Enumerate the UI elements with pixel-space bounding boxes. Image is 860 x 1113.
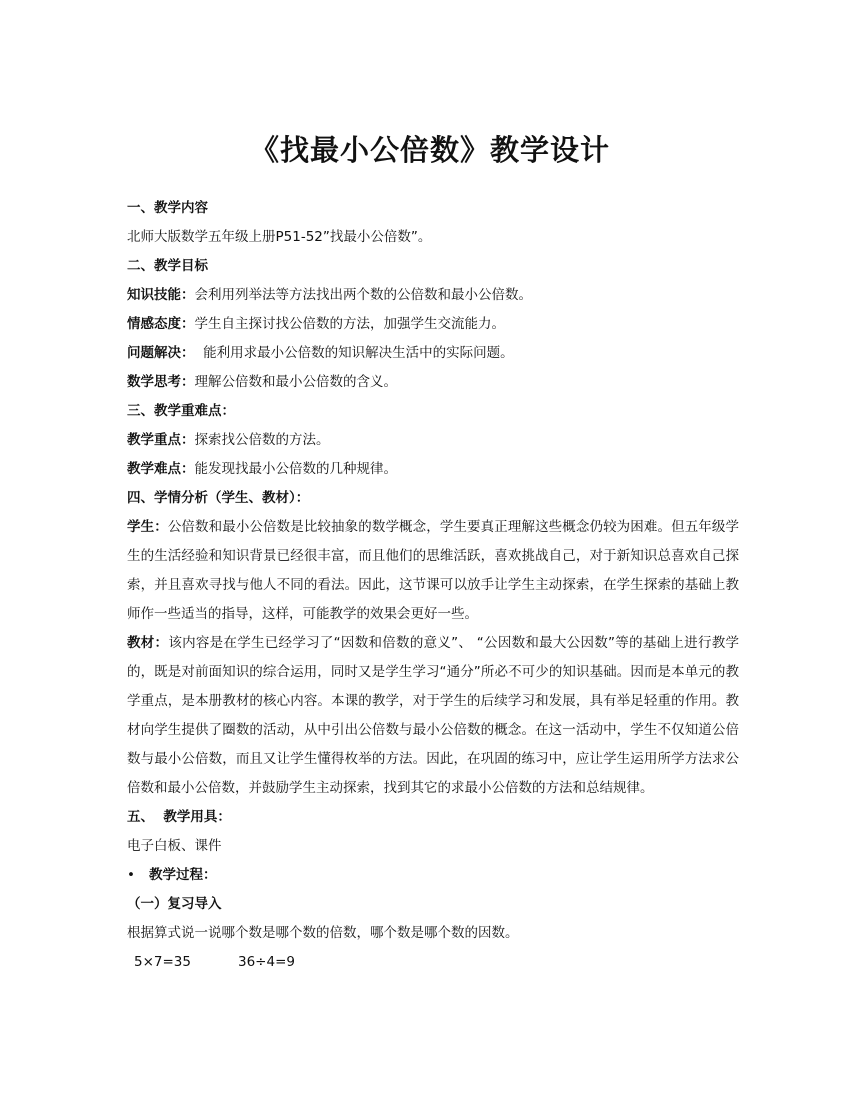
key-point-text: 探索找公倍数的方法。 (194, 432, 330, 448)
material-label: 教材： (127, 635, 169, 651)
objective-text: 学生自主探讨找公倍数的方法，加强学生交流能力。 (194, 316, 505, 332)
subsection-heading-review: （一）复习导入 (127, 896, 222, 912)
tools-text: 电子白板、课件 (127, 838, 222, 854)
objective-item (127, 368, 739, 397)
objective-item (127, 281, 739, 310)
objective-text: 理解公倍数和最小公倍数的含义。 (194, 374, 397, 390)
key-point-text: 能发现找最小公倍数的几种规律。 (194, 461, 397, 477)
objective-item (127, 339, 739, 368)
student-text: 公倍数和最小公倍数是比较抽象的数学概念，学生要真正理解这些概念仍较为困难。但五年级学生的生活经验和知识背景已经很丰富，而且他们的思维活跃，喜欢挑战自己，对于新知识总喜欢自己探索，并且喜欢寻找与他人不同的看法。因此，这节课可以放手让学生主动探索，在学生探索的基础上教师作一些适当的指导，这样，可能教学的效果会更好一些。 (127, 519, 740, 622)
bullet-icon: • (127, 867, 135, 883)
objective-item (127, 310, 739, 339)
student-analysis-paragraph (127, 513, 739, 629)
section-heading-objectives: 二、教学目标 (127, 258, 208, 274)
document-body (127, 194, 739, 977)
key-point-item (127, 455, 739, 484)
key-point-label: 教学难点： (127, 461, 195, 477)
process-heading-row (127, 861, 739, 890)
objective-label: 问题解决： (127, 345, 195, 361)
objective-label: 情感态度： (127, 316, 195, 332)
section-heading-key-points: 三、教学重难点： (127, 403, 235, 419)
objective-label: 数学思考： (127, 374, 195, 390)
document-title: 《找最小公倍数》教学设计 (249, 133, 610, 167)
objective-label: 知识技能： (127, 287, 195, 303)
review-text: 根据算式说一说哪个数是哪个数的倍数，哪个数是哪个数的因数。 (127, 925, 519, 941)
formula-division: 36÷4=9 (238, 954, 295, 970)
objective-text: 会利用列举法等方法找出两个数的公倍数和最小公倍数。 (194, 287, 532, 303)
key-point-label: 教学重点： (127, 432, 195, 448)
section-heading-content: 一、教学内容 (127, 200, 208, 216)
material-analysis-paragraph (127, 629, 739, 803)
content-text: 北师大版数学五年级上册P51-52”找最小公倍数”。 (127, 229, 432, 245)
section-heading-tools: 五、 教学用具： (127, 809, 231, 825)
section-heading-process: 教学过程： (149, 867, 217, 883)
section-heading-analysis: 四、学情分析（学生、教材）： (127, 490, 310, 506)
key-point-item (127, 426, 739, 455)
material-text: 该内容是在学生已经学习了“因数和倍数的意义”、 “公因数和最大公因数”等的基础上进行教学的，既是对前面知识的综合运用，同时又是学生学习“通分”所必不可少的知识基础。因而是本单元的教学重点，是本册教材的核心内容。本课的教学，对于学生的后续学习和发展，具有举足轻重的作用。教材向学生提供了圈数的活动，从中引出公倍数与最小公倍数的概念。在这一活动中，学生不仅知道公倍数与最小公倍数，而且又让学生懂得枚举的方法。因此，在巩固的练习中，应让学生运用所学方法求公倍数和最小公倍数，并鼓励学生主动探索，找到其它的求最小公倍数的方法和总结规律。 (127, 635, 740, 796)
student-label: 学生： (127, 519, 168, 535)
objective-text: 能利用求最小公倍数的知识解决生活中的实际问题。 (194, 345, 514, 361)
formula-multiplication: 5×7=35 (134, 954, 191, 970)
formula-row (127, 948, 739, 977)
